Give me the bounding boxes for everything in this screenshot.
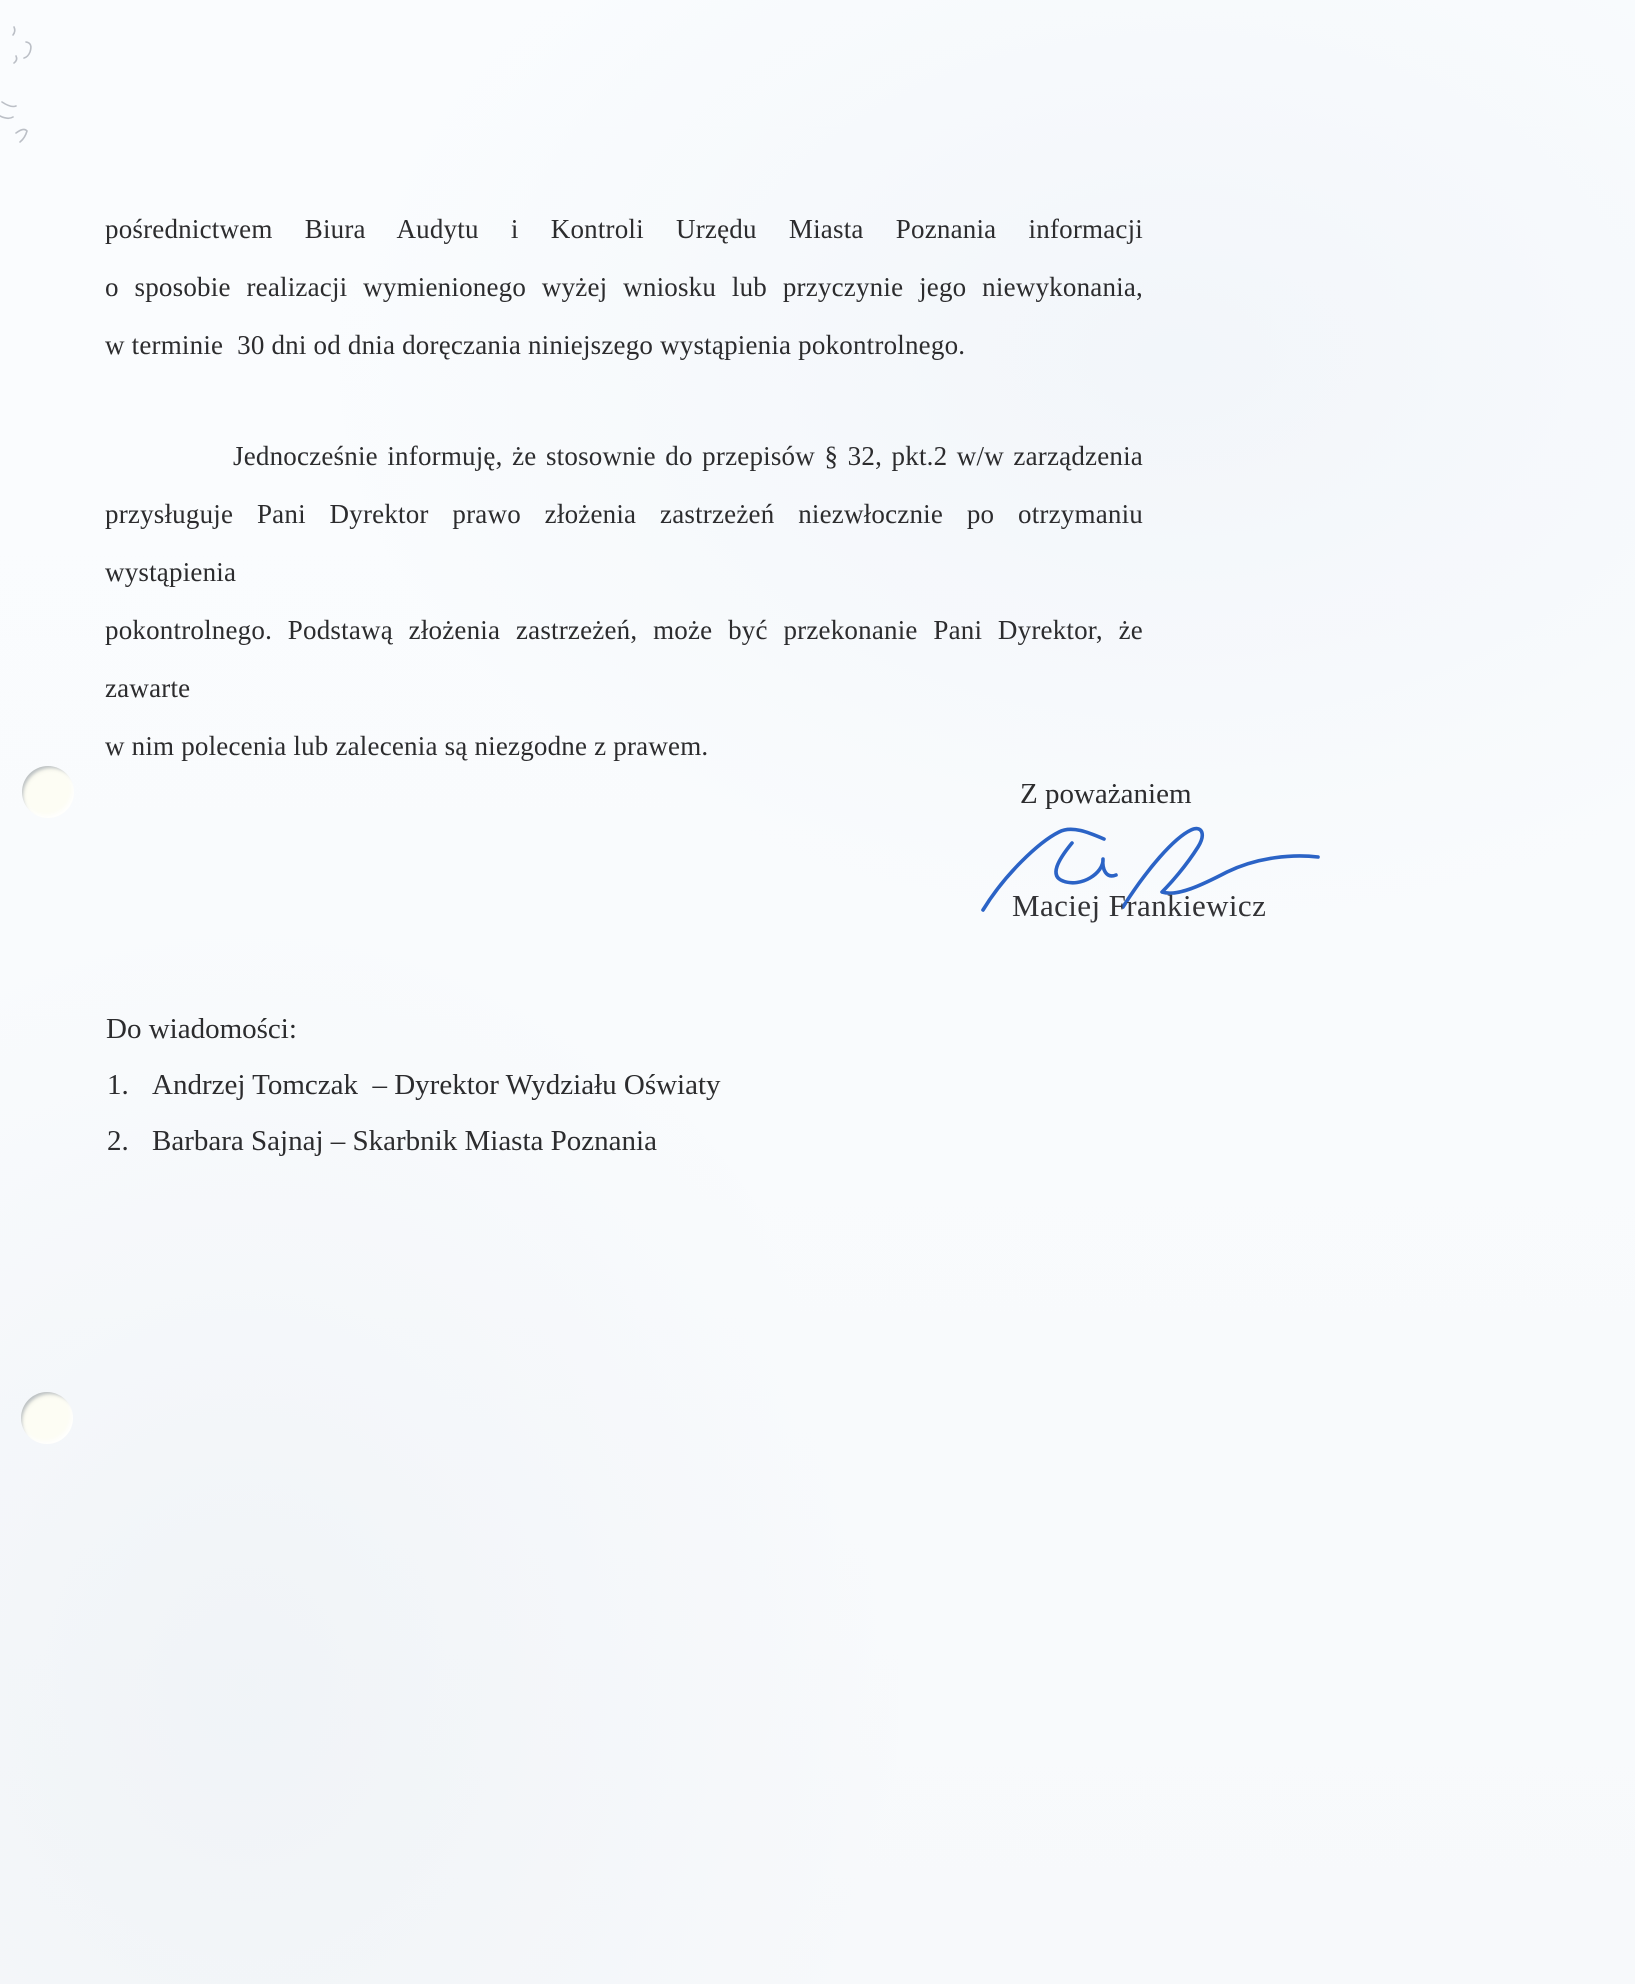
distribution-item-text: Barbara Sajnaj – Skarbnik Miasta Poznania — [152, 1125, 657, 1157]
paragraph-line: o sposobie realizacji wymienionego wyżej wniosku lub przyczynie jego niewykonania, — [105, 272, 1143, 302]
distribution-item-text: Andrzej Tomczak – Dyrektor Wydziału Oświaty — [152, 1069, 721, 1101]
paragraph-line: pośrednictwem Biura Audytu i Kontroli Urzędu Miasta Poznania informacji — [105, 214, 1143, 244]
distribution-item-number: 1. — [107, 1069, 129, 1101]
paragraph-line: przysługuje Pani Dyrektor prawo złożenia zastrzeżeń niezwłocznie po otrzymaniu wystąpienia — [105, 499, 1143, 587]
distribution-item — [107, 1069, 721, 1102]
paragraph-line: w nim polecenia lub zalecenia są niezgodne z prawem. — [105, 731, 709, 761]
distribution-item — [107, 1125, 657, 1158]
signer-name: Maciej Frankiewicz — [1012, 888, 1267, 923]
punch-hole-bottom — [21, 1392, 73, 1444]
paragraph-line: Jednocześnie informuję, że stosownie do przepisów § 32, pkt.2 w/w zarządzenia — [233, 441, 1143, 471]
signature-stroke — [1056, 843, 1116, 883]
distribution-item-number: 2. — [107, 1125, 129, 1157]
paragraph-objection-rights — [105, 427, 1143, 775]
punch-hole-top — [22, 766, 74, 818]
closing-salutation: Z poważaniem — [1020, 778, 1192, 810]
paragraph-line: w terminie 30 dni od dnia doręczania niniejszego wystąpienia pokontrolnego. — [105, 330, 966, 360]
paragraph-line: pokontrolnego. Podstawą złożenia zastrzeżeń, może być przekonanie Pani Dyrektor, że zawarte — [105, 615, 1143, 703]
distribution-heading: Do wiadomości: — [106, 1013, 297, 1045]
paragraph-report-notification — [105, 200, 1143, 374]
pencil-marks — [0, 20, 60, 170]
